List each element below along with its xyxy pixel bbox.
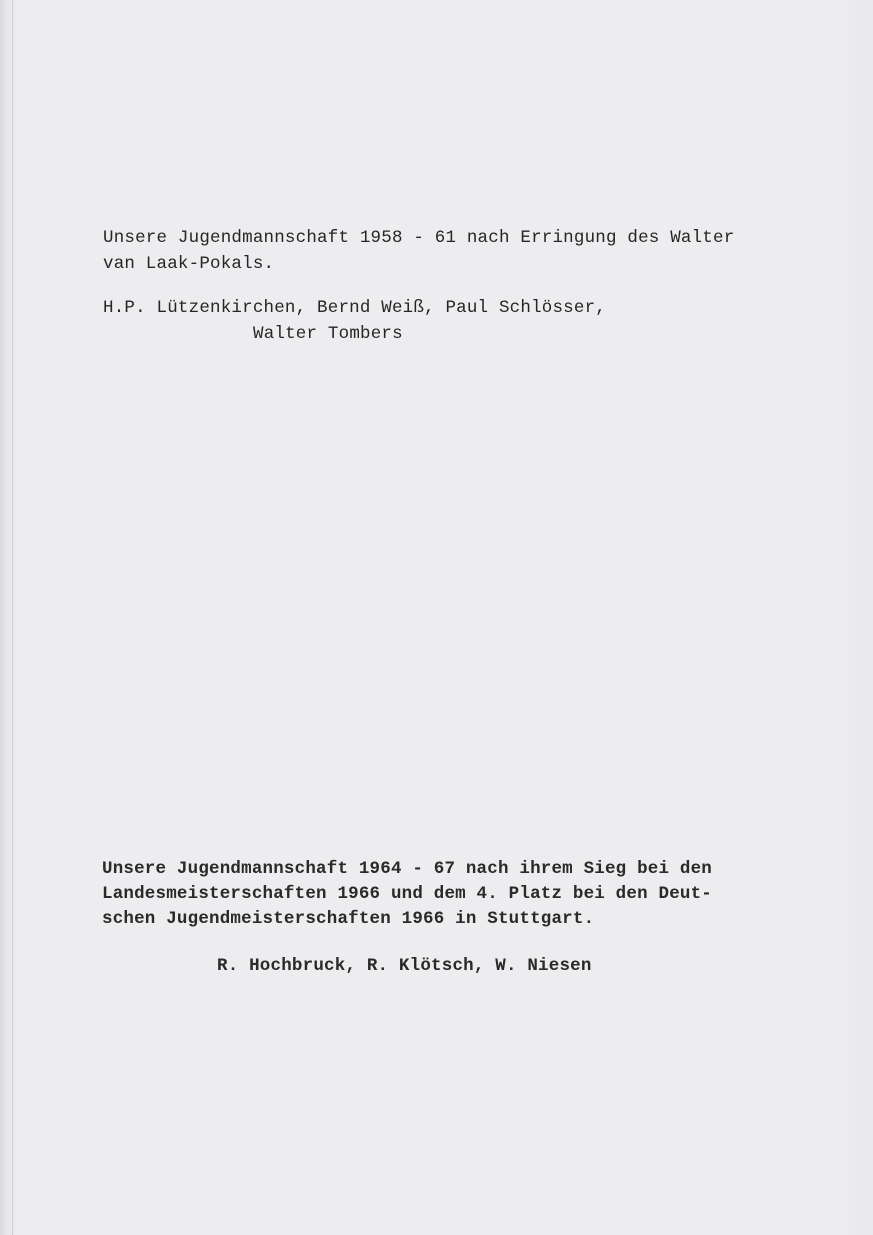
caption-2-line-3: schen Jugendmeisterschaften 1966 in Stuttgart. — [102, 909, 595, 929]
caption-2-line-1: Unsere Jugendmannschaft 1964 - 67 nach ihrem Sieg bei den — [102, 859, 712, 879]
caption-2-line-2: Landesmeisterschaften 1966 und dem 4. Platz bei den Deut- — [102, 884, 712, 904]
caption-1-line-1: Unsere Jugendmannschaft 1958 - 61 nach Erringung des Walter — [103, 228, 735, 248]
page-edge — [12, 0, 13, 1235]
caption-1-names-line-2: Walter Tombers — [253, 324, 403, 344]
caption-1-names-line-1: H.P. Lützenkirchen, Bernd Weiß, Paul Schlösser, — [103, 298, 606, 318]
caption-2-names: R. Hochbruck, R. Klötsch, W. Niesen — [217, 956, 592, 976]
caption-1-line-2: van Laak-Pokals. — [103, 254, 275, 274]
